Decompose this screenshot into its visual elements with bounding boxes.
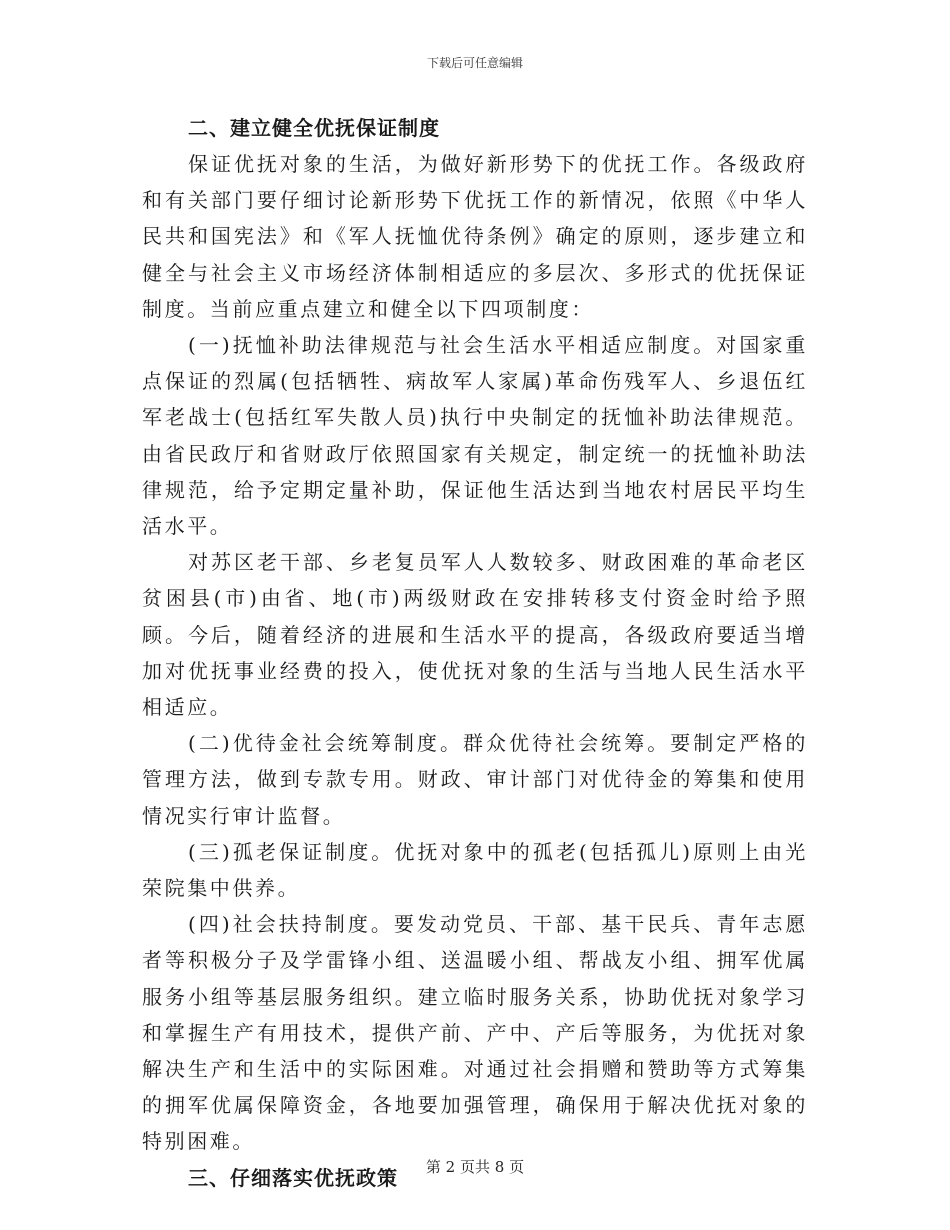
section-heading-3: 三、仔细落实优抚政策 — [188, 1165, 398, 1190]
paragraph-item-4: (四)社会扶持制度。要发动党员、干部、基干民兵、青年志愿者等积极分子及学雷锋小组、送温暖小组、帮战友小组、拥军优属服务小组等基层服务组织。建立临时服务关系，协助优抚对象学习和掌握生产有用技术，提供产前、产中、产后等服务，为优抚对象解决生产和生活中的实际困难。对通过社会捐赠和赞助等方式筹集的拥军优属保障资金，各地要加强管理，确保用于解决优抚对象的特别困难。 — [142, 912, 808, 1154]
header-note: 下载后可任意编辑 — [426, 56, 523, 70]
paragraph-item-2: (二)优待金社会统筹制度。群众优待社会统筹。要制定严格的管理方法，做到专款专用。财政、审计部门对优待金的筹集和使用情况实行审计监督。 — [142, 731, 808, 828]
paragraph-item-1: (一)抚恤补助法律规范与社会生活水平相适应制度。对国家重点保证的烈属(包括牺牲、病故军人家属)革命伤残军人、乡退伍红军老战士(包括红军失散人员)执行中央制定的抚恤补助法律规范。由省民政厅和省财政厅依照国家有关规定，制定统一的抚恤补助法律规范，给予定期定量补助，保证他生活达到当地农村居民平均生活水平。 — [142, 333, 808, 539]
page-number: 第 2 页共 8 页 — [425, 1158, 525, 1176]
paragraph-item-3: (三)孤老保证制度。优抚对象中的孤老(包括孤儿)原则上由光荣院集中供养。 — [142, 839, 808, 901]
document-body — [142, 110, 808, 1196]
paragraph-item-1-continued: 对苏区老干部、乡老复员军人人数较多、财政困难的革命老区贫困县(市)由省、地(市)两级财政在安排转移支付资金时给予照顾。今后，随着经济的进展和生活水平的提高，各级政府要适当增加对优抚事业经费的投入，使优抚对象的生活与当地人民生活水平相适应。 — [142, 550, 808, 720]
section-heading-2: 二、建立健全优抚保证制度 — [188, 116, 440, 140]
paragraph-intro: 保证优抚对象的生活，为做好新形势下的优抚工作。各级政府和有关部门要仔细讨论新形势下优抚工作的新情况，依照《中华人民共和国宪法》和《军人抚恤优待条例》确定的原则，逐步建立和健全与社会主义市场经济体制相适应的多层次、多形式的优抚保证制度。当前应重点建立和健全以下四项制度： — [142, 152, 808, 321]
